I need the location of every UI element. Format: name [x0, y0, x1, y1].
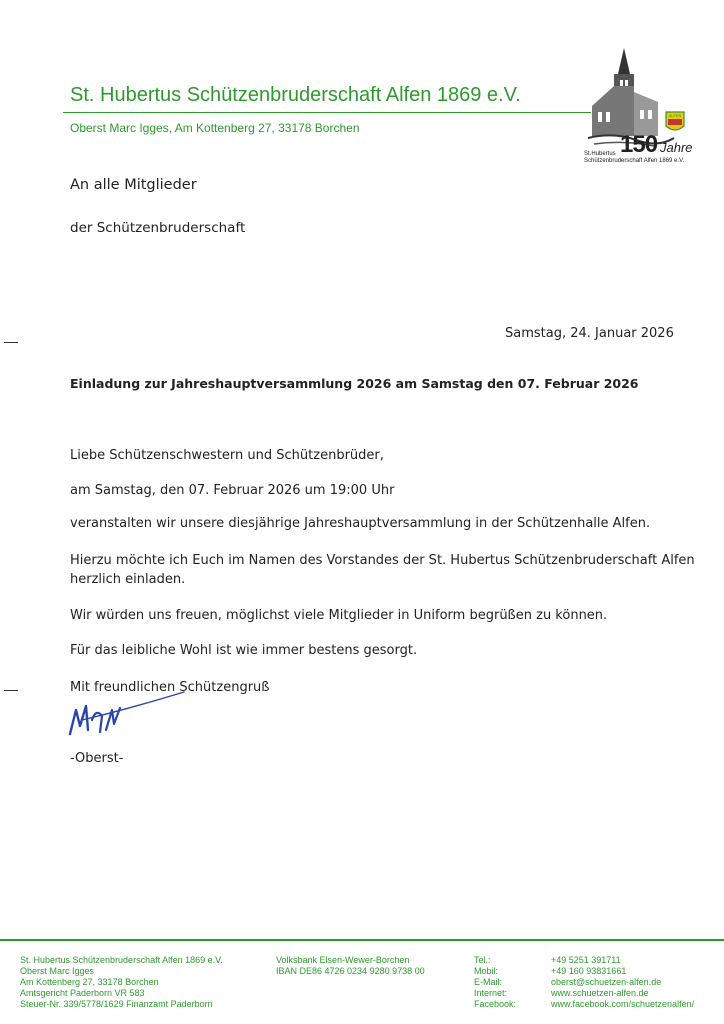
footer-divider: [0, 939, 724, 941]
handwritten-signature: [62, 690, 190, 742]
footer-contact-values: [551, 955, 694, 1010]
recipient-line-1: An alle Mitglieder: [70, 177, 197, 193]
logo-anniversary-word: Jahre: [660, 140, 693, 155]
recipient-line-2: der Schützenbruderschaft: [70, 220, 246, 236]
footer-org-details: [20, 955, 223, 1010]
footer-mobile: +49 160 93831661: [551, 966, 627, 976]
footer-bank-details: [276, 955, 425, 977]
footer-facebook-link[interactable]: www.facebook.com/schuetzenalfen/: [551, 999, 695, 1009]
paragraph-event: veranstalten wir unsere diesjährige Jahreshauptversammlung in der Schützenhalle Alfen.: [70, 516, 651, 531]
footer-website-link[interactable]: www.schuetzen-alfen.de: [551, 988, 649, 998]
letter-subject: Einladung zur Jahreshauptversammlung 2026 am Samstag den 07. Februar 2026: [70, 376, 639, 391]
footer-bank-name: Volksbank Elsen-Wewer-Borchen: [276, 955, 410, 965]
footer-label-phone: Tel.:: [474, 955, 491, 965]
logo-text-line1: St.Hubertus: [584, 151, 616, 157]
footer-label-email: E-Mail:: [474, 977, 503, 987]
paragraph-catering: Für das leibliche Wohl ist wie immer bestens gesorgt.: [70, 643, 418, 658]
fold-mark-middle: [4, 690, 18, 691]
paragraph-uniform: Wir würden uns freuen, möglichst viele Mitglieder in Uniform begrüßen zu können.: [70, 608, 608, 623]
fold-mark-top: [4, 342, 18, 343]
footer-label-facebook: Facebook:: [474, 999, 517, 1009]
header-divider: [63, 112, 591, 113]
footer-email-link[interactable]: oberst@schuetzen-alfen.de: [551, 977, 662, 987]
signer-title: -Oberst-: [70, 751, 124, 766]
footer-label-mobile: Mobil:: [474, 966, 499, 976]
footer-street-address: Am Kottenberg 27, 33178 Borchen: [20, 977, 159, 987]
footer-phone: +49 5251 391711: [551, 955, 621, 965]
footer-label-internet: Internet:: [474, 988, 508, 998]
letter-date: Samstag, 24. Januar 2026: [505, 326, 674, 341]
closing-phrase: Mit freundlichen Schützengruß: [70, 680, 270, 695]
shield-label: ALFEN: [668, 113, 682, 118]
logo-text-line2: Schützenbruderschaft Alfen 1869 e.V.: [584, 158, 685, 164]
salutation: Liebe Schützenschwestern und Schützenbrüder,: [70, 448, 384, 463]
org-name-heading: St. Hubertus Schützenbruderschaft Alfen 1869 e.V.: [70, 84, 521, 106]
logo-anniversary-number: 150: [620, 131, 658, 158]
footer-contact-person: Oberst Marc Igges: [20, 966, 95, 976]
paragraph-date-time: am Samstag, den 07. Februar 2026 um 19:00 Uhr: [70, 483, 395, 498]
footer-tax-number: Steuer-Nr. 339/5778/1629 Finanzamt Paderborn: [20, 999, 213, 1009]
org-address: Oberst Marc Igges, Am Kottenberg 27, 33178 Borchen: [70, 121, 360, 135]
footer-contact-labels: [474, 955, 516, 1010]
footer-court-register: Amtsgericht Paderborn VR 583: [20, 988, 145, 998]
footer-org-name: St. Hubertus Schützenbruderschaft Alfen 1869 e.V.: [20, 955, 223, 965]
paragraph-invitation-line-1: Hierzu möchte ich Euch im Namen des Vorstandes der St. Hubertus Schützenbruderschaft Alfen: [70, 553, 695, 568]
paragraph-invitation-line-2: herzlich einladen.: [70, 572, 186, 587]
footer-iban: IBAN DE86 4726 0234 9280 9738 00: [276, 966, 425, 976]
